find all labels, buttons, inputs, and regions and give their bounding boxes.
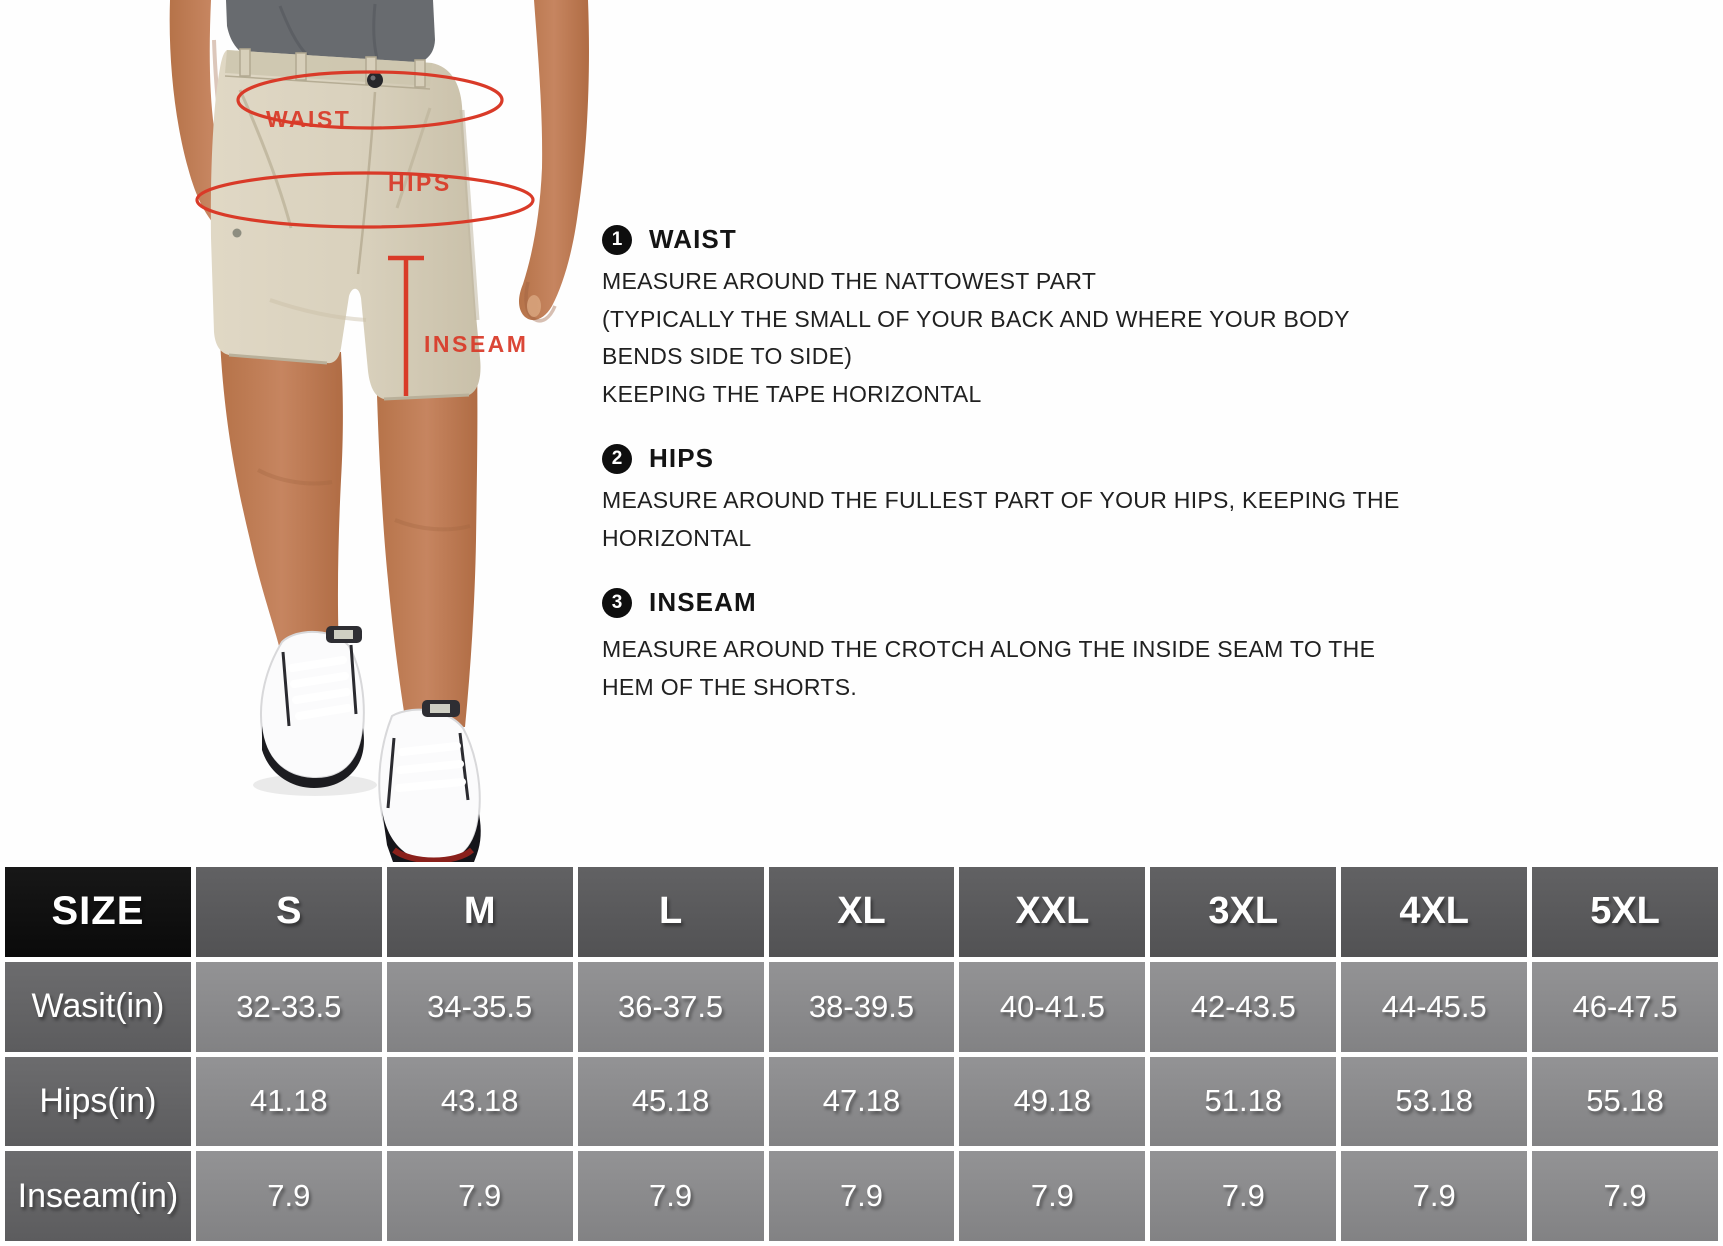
size-col-header-l: L — [578, 867, 764, 957]
row-label-cell: Inseam(in) — [5, 1151, 191, 1241]
size-col-header-5xl: 5XL — [1532, 867, 1718, 957]
value-cell: 41.18 — [196, 1057, 382, 1147]
value-cell: 53.18 — [1341, 1057, 1527, 1147]
instruction-line: KEEPING THE TAPE HORIZONTAL — [602, 380, 982, 407]
value-cell: 7.9 — [196, 1151, 382, 1241]
step-1-badge-icon: 1 — [602, 225, 632, 255]
size-col-header-xxl: XXL — [959, 867, 1145, 957]
value-cell: 7.9 — [959, 1151, 1145, 1241]
left-shoe — [253, 626, 377, 796]
size-table — [0, 862, 1723, 1246]
right-shoe — [379, 700, 481, 862]
size-col-header-xl: XL — [769, 867, 955, 957]
instruction-line: (TYPICALLY THE SMALL OF YOUR BACK AND WHERE YOUR BODY — [602, 305, 1350, 332]
model-illustration — [130, 0, 600, 862]
measure-instructions — [602, 224, 1400, 736]
instruction-section-inseam — [602, 587, 1392, 706]
hips-annotation-label: HIPS — [388, 170, 452, 196]
instruction-heading — [602, 443, 1392, 474]
instruction-heading — [602, 224, 1392, 255]
row-label-cell: Hips(in) — [5, 1057, 191, 1147]
instruction-section-waist — [602, 224, 1392, 413]
instruction-title: WAIST — [649, 224, 737, 254]
step-3-badge-icon: 3 — [602, 588, 632, 618]
value-cell: 7.9 — [387, 1151, 573, 1241]
value-cell: 44-45.5 — [1341, 962, 1527, 1052]
instruction-title: HIPS — [649, 443, 715, 473]
right-arm — [519, 0, 589, 321]
size-header-cell: SIZE — [5, 867, 191, 957]
instruction-line: BENDS SIDE TO SIDE) — [602, 343, 853, 369]
value-cell: 45.18 — [578, 1057, 764, 1147]
value-cell: 46-47.5 — [1532, 962, 1718, 1052]
instruction-title: INSEAM — [649, 587, 757, 617]
value-cell: 32-33.5 — [196, 962, 382, 1052]
instruction-body — [602, 482, 1400, 557]
instruction-section-hips — [602, 443, 1400, 557]
value-cell: 40-41.5 — [959, 962, 1145, 1052]
shorts-button — [367, 72, 383, 88]
instruction-line: MEASURE AROUND THE CROTCH ALONG THE INSIDE SEAM TO THE — [602, 636, 1376, 662]
fingernail — [527, 295, 541, 317]
value-cell: 38-39.5 — [769, 962, 955, 1052]
size-col-header-s: S — [196, 867, 382, 957]
value-cell: 7.9 — [1532, 1151, 1718, 1241]
value-cell: 7.9 — [1341, 1151, 1527, 1241]
value-cell: 55.18 — [1532, 1057, 1718, 1147]
inseam-annotation-label: INSEAM — [424, 331, 529, 357]
value-cell: 43.18 — [387, 1057, 573, 1147]
value-cell: 47.18 — [769, 1057, 955, 1147]
instruction-heading — [602, 587, 1392, 618]
instruction-body — [602, 263, 1392, 413]
model-photo — [130, 0, 600, 862]
step-2-badge-icon: 2 — [602, 444, 632, 474]
instruction-line: MEASURE AROUND THE FULLEST PART OF YOUR HIPS, KEEPING THE — [602, 487, 1400, 513]
value-cell: 42-43.5 — [1150, 962, 1336, 1052]
value-cell: 7.9 — [769, 1151, 955, 1241]
instruction-body — [602, 631, 1392, 706]
row-label-cell: Wasit(in) — [5, 962, 191, 1052]
value-cell: 51.18 — [1150, 1057, 1336, 1147]
zipper-pull — [233, 229, 242, 238]
size-col-header-3xl: 3XL — [1150, 867, 1336, 957]
value-cell: 49.18 — [959, 1057, 1145, 1147]
value-cell: 34-35.5 — [387, 962, 573, 1052]
value-cell: 36-37.5 — [578, 962, 764, 1052]
instruction-line: HORIZONTAL — [602, 524, 752, 551]
value-cell: 7.9 — [578, 1151, 764, 1241]
size-col-header-4xl: 4XL — [1341, 867, 1527, 957]
value-cell: 7.9 — [1150, 1151, 1336, 1241]
waist-annotation-label: WAIST — [266, 106, 352, 132]
size-col-header-m: M — [387, 867, 573, 957]
instruction-line: MEASURE AROUND THE NATTOWEST PART — [602, 268, 1097, 294]
instruction-line: HEM OF THE SHORTS. — [602, 673, 858, 700]
